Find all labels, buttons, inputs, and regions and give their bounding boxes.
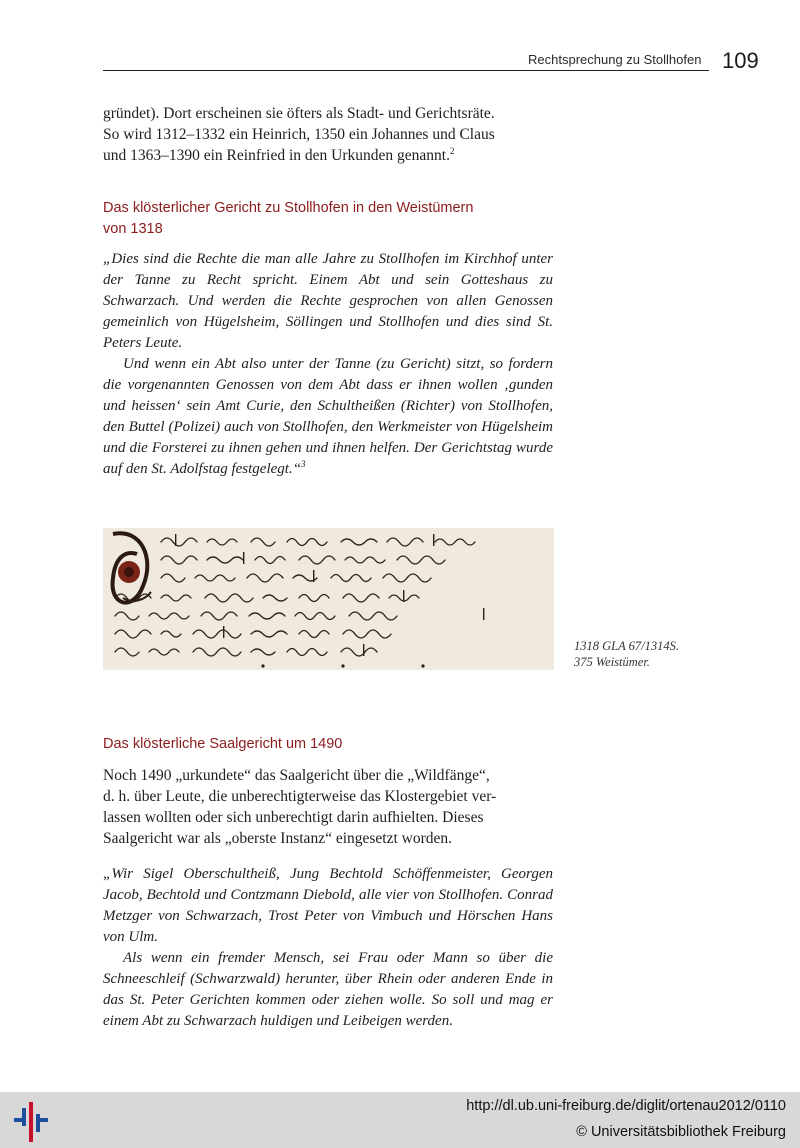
figure-caption: 1318 GLA 67/1314S. 375 Weistümer. <box>574 639 679 669</box>
page-number: 109 <box>722 48 759 73</box>
manuscript-image <box>103 528 554 670</box>
section-heading-1318: Das klösterlicher Gericht zu Stollhofen in den Weistümern von 1318 <box>103 200 474 237</box>
body-line: Noch 1490 „urkundete“ das Saalgericht über die „Wildfänge“, <box>103 767 490 784</box>
quote-paragraph: Als wenn ein fremder Mensch, sei Frau oder Mann so über die Schneeschleif (Schwarzwald) herunter, über Rhein oder anderen Ende in das St. Peter Gerichten kommen oder ziehen wolle. So soll und mag er einem Abt zu Schwarzach huldigen und Leibeigen werden. <box>103 950 553 1029</box>
quote-paragraph: Und wenn ein Abt also unter der Tanne (zu Gericht) sitzt, so fordern die vorgenannten Genossen von dem Abt dass er ihnen wollen ‚gunden und heissen‘ sein Amt Curie, den Schultheißen (Richter) von Stollhofen, den Buttel (Polizei) auch von Stollhofen, den Werkmeister von Hügelsheim und die Forsterei zu ihnen gehen und ihnen helfen. Der Gerichtstag wurde auf den St. Adolfstag festgelegt.“$^3$ <box>103 356 553 477</box>
running-title: Rechtsprechung zu Stollhofen <box>528 52 702 67</box>
section-heading-1490: Das klösterliche Saalgericht um 1490 <box>103 736 343 752</box>
footer-url-link[interactable]: http://dl.ub.uni-freiburg.de/diglit/ortenau2012/0110 <box>466 1098 786 1114</box>
body-line: Saalgericht war als „oberste Instanz“ eingesetzt worden. <box>103 830 453 847</box>
footer-copyright: © Universitätsbibliothek Freiburg <box>576 1124 786 1140</box>
quote-weistuemer <box>103 249 553 480</box>
manuscript-script-illustration <box>103 528 554 670</box>
saalgericht-paragraph <box>103 765 553 849</box>
footnote-ref: 2 <box>449 145 455 156</box>
intro-line: gründet). Dort erscheinen sie öfters als Stadt- und Gerichtsräte. <box>103 105 495 122</box>
quote-paragraph: „Dies sind die Rechte die man alle Jahre zu Stollhofen im Kirchhof unter der Tanne zu Recht spricht. Einem Abt und sein Gotteshaus zu Schwarzach. Und werden die Rechte gesprochen von allen Genossen gemeinlich von Hügelsheim, Söllingen und Stollhofen und dies sind St. Peters Leute. <box>103 251 553 351</box>
quote-saalgericht <box>103 864 553 1032</box>
footnote-ref: 3 <box>301 459 306 469</box>
intro-line: und 1363–1390 ein Reinfried in den Urkunden genannt.$^2$ <box>103 145 455 164</box>
intro-line: So wird 1312–1332 ein Heinrich, 1350 ein Johannes und Claus <box>103 126 495 143</box>
intro-paragraph <box>103 103 553 166</box>
body-line: d. h. über Leute, die unberechtigterweise das Klostergebiet ver- <box>103 788 497 805</box>
body-line: lassen wollten oder sich unberechtigt darin aufhielten. Dieses <box>103 809 484 826</box>
header-rule <box>103 70 709 71</box>
ub-freiburg-logo-icon <box>14 1100 48 1144</box>
quote-paragraph: „Wir Sigel Oberschultheiß, Jung Bechtold Schöffenmeister, Georgen Jacob, Bechtold und Contzmann Diebold, alle vier von Stollhofen. Conrad Metzger von Schwarzach, Trost Peter von Vimbuch und Hörschen Hans von Ulm. <box>103 866 553 945</box>
